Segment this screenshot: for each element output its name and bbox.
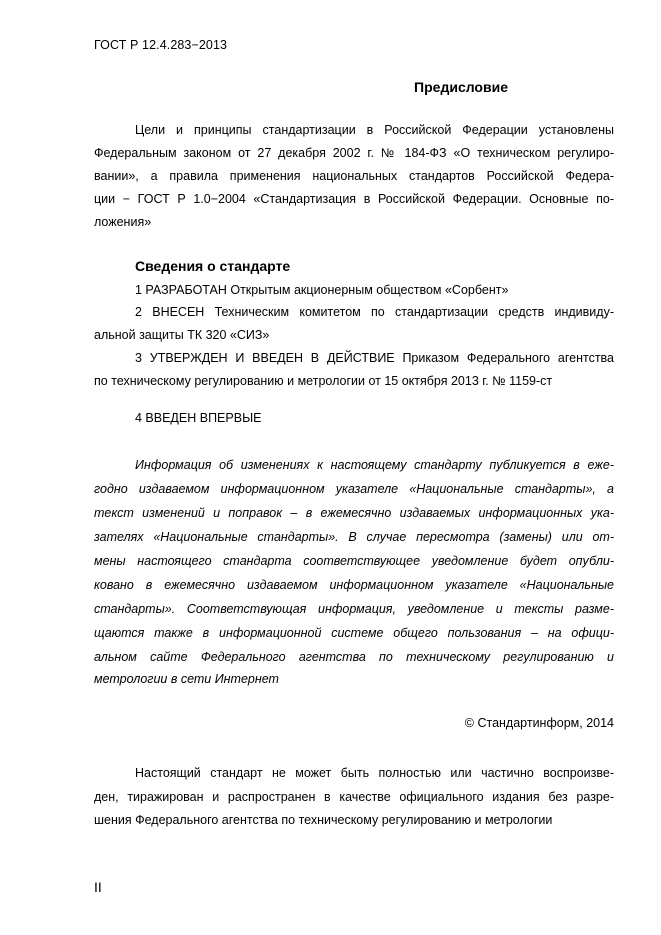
standard-code-header: ГОСТ Р 12.4.283−2013 xyxy=(94,38,228,52)
info-line: текст изменений и поправок – в ежемесячно издаваемых информационных ука- xyxy=(94,506,614,520)
notice-line: ден, тиражирован и распространен в качестве официального издания без разре- xyxy=(94,790,614,804)
info-line: альном сайте Федерального агентства по техническому регулированию и xyxy=(94,650,614,664)
info-line: ковано в ежемесячно издаваемом информационном указателе «Национальные xyxy=(94,578,614,592)
item-1: 1 РАЗРАБОТАН Открытым акционерным обществом «Сорбент» xyxy=(135,283,509,297)
item-2-line: 2 ВНЕСЕН Техническим комитетом по стандартизации средств индивиду- xyxy=(135,305,614,319)
notice-line: шения Федерального агентства по техническому регулированию и метрологии xyxy=(94,813,553,827)
info-line: Информация об изменениях к настоящему стандарту публикуется в еже- xyxy=(135,458,614,472)
copyright-notice: © Стандартинформ, 2014 xyxy=(464,716,614,730)
intro-line: Федеральным законом от 27 декабря 2002 г. № 184-ФЗ «О техническом регулиро- xyxy=(94,146,614,160)
intro-line: Цели и принципы стандартизации в Российской Федерации установлены xyxy=(135,123,614,137)
item-4: 4 ВВЕДЕН ВПЕРВЫЕ xyxy=(135,411,262,425)
intro-line: вании», а правила применения национальных стандартов Российской Федера- xyxy=(94,169,614,183)
info-line: годно издаваемом информационном указателе «Национальные стандарты», а xyxy=(94,482,614,496)
intro-line: ложения» xyxy=(94,215,152,229)
item-3-line: по техническому регулированию и метрологии от 15 октября 2013 г. № 1159-ст xyxy=(94,374,553,388)
info-line: стандарты». Соответствующая информация, уведомление и тексты разме- xyxy=(94,602,614,616)
info-line: щаются также в информационной системе общего пользования – на офици- xyxy=(94,626,614,640)
page-number: II xyxy=(94,879,102,895)
item-2-line: альной защиты ТК 320 «СИЗ» xyxy=(94,328,270,342)
intro-line: ции − ГОСТ Р 1.0−2004 «Стандартизация в Российской Федерации. Основные по- xyxy=(94,192,614,206)
info-line: зателях «Национальные стандарты». В случае пересмотра (замены) или от- xyxy=(94,530,614,544)
section-title: Сведения о стандарте xyxy=(135,258,291,274)
notice-line: Настоящий стандарт не может быть полностью или частично воспроизве- xyxy=(135,766,614,780)
info-line: мены настоящего стандарта соответствующее уведомление будет опубли- xyxy=(94,554,614,568)
foreword-title: Предисловие xyxy=(414,79,508,95)
info-line: метрологии в сети Интернет xyxy=(94,672,279,686)
item-3-line: 3 УТВЕРЖДЕН И ВВЕДЕН В ДЕЙСТВИЕ Приказом Федерального агентства xyxy=(135,351,614,365)
page-title xyxy=(94,79,568,95)
